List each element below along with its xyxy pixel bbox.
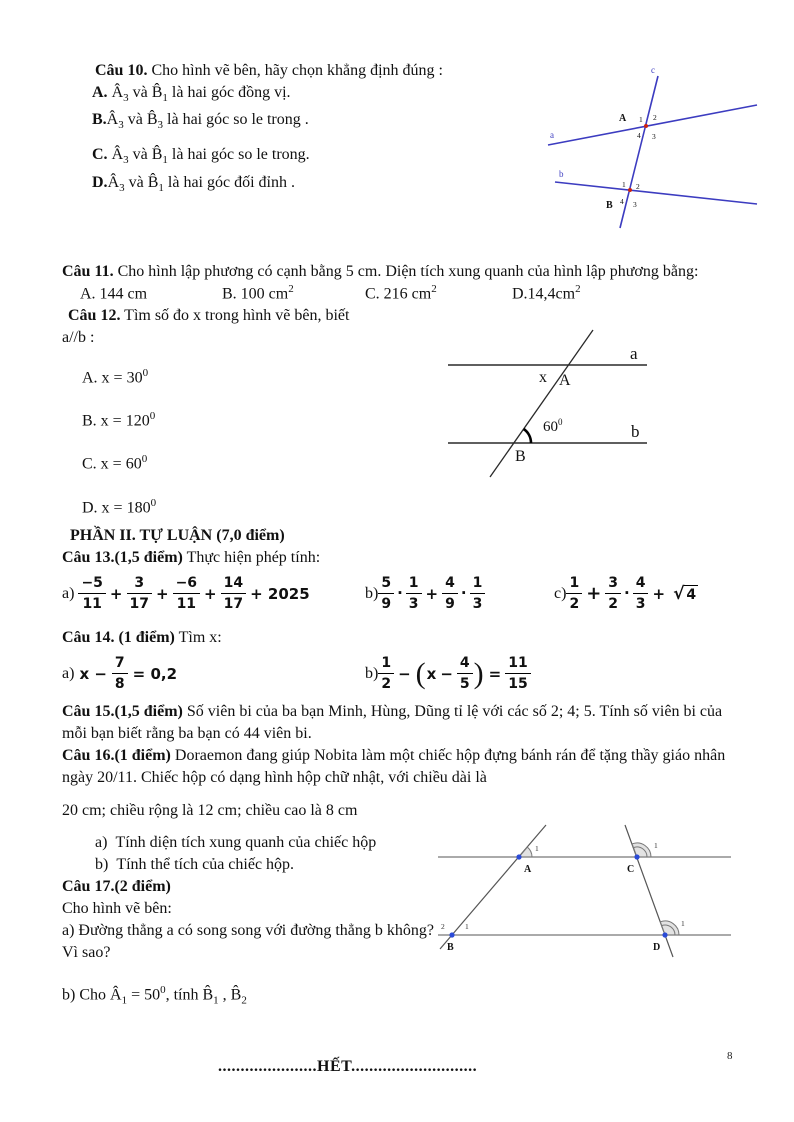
q10-option-a: A. $Â_3$ và $B̂_1$ là hai góc đồng vị. xyxy=(92,84,291,105)
q13-expression-c: c) $\frac{1}{2}$ + $\frac{3}{2}$ . $\frac{4}{3}$ + √ 4 xyxy=(554,575,697,613)
angle-arc-D1 xyxy=(660,921,679,935)
label-x: x xyxy=(539,369,547,386)
q10-option-d: $D.Â_3$ và $B̂_1$ là hai góc đối đỉnh . xyxy=(92,173,295,194)
q16-item-b: b) Tính thể tích của chiếc hộp. xyxy=(95,856,295,874)
svg-text:4: 4 xyxy=(620,197,624,206)
q17-line3: b) Cho $Â_1 = 50^0$, tính $B̂_1$ , $B̂_2$ xyxy=(62,984,247,1007)
q17-title: Câu 17.(2 điểm) xyxy=(62,878,171,896)
q16-item-a: a) Tính diện tích xung quanh của chiếc hộp xyxy=(95,834,377,852)
part2-heading: PHẦN II. TỰ LUẬN (7,0 điểm) xyxy=(70,527,285,545)
svg-text:1: 1 xyxy=(639,115,643,124)
angle-arc-60 xyxy=(524,429,531,443)
q10-option-c: C. $Â_3$ và $B̂_1$ là hai góc so le trong. xyxy=(92,146,310,167)
angle-arc-C1 xyxy=(632,843,651,857)
question-14 xyxy=(62,627,738,701)
label-A: A xyxy=(559,372,571,389)
label-c: c xyxy=(651,65,655,75)
transversal-AB xyxy=(440,825,546,949)
q13-math-row xyxy=(62,569,738,627)
point-B-dot xyxy=(628,188,632,192)
label-B: B xyxy=(515,448,526,465)
open-paren: ( xyxy=(415,656,426,690)
line-b xyxy=(555,182,757,204)
q17-line2: a) Đường thẳng a có song song với đường thẳng b không? Vì sao? xyxy=(62,922,435,962)
svg-text:1: 1 xyxy=(681,919,685,928)
transversal xyxy=(490,330,593,477)
radical-sign: √ xyxy=(673,583,685,604)
page-number: 8 xyxy=(727,1050,733,1062)
figure-q12-parallel-lines xyxy=(435,328,685,490)
q11-option-c: C. 216 $cm^2$ xyxy=(365,282,437,303)
point-D-dot xyxy=(662,932,667,937)
q13-title: Câu 13.(1,5 điểm) Thực hiện phép tính: xyxy=(62,549,321,567)
point-A-dot xyxy=(516,854,521,859)
point-B-dot xyxy=(449,932,454,937)
q17-line1: Cho hình vẽ bên: xyxy=(62,900,172,918)
q10-title-number: Câu 10. xyxy=(95,62,148,79)
question-17 xyxy=(62,876,434,1012)
point-C-dot xyxy=(634,854,639,859)
q13-expression-b: b) $\frac{5}{9}$ . $\frac{1}{3}$ + $\frac{4}{9}$ . $\frac{1}{3}$ xyxy=(365,575,485,612)
q14-equation-b: b) $\frac{1}{2}$ − ( x − $\frac{4}{5}$ ) = $\frac{11}{15}$ xyxy=(365,655,531,692)
svg-text:1: 1 xyxy=(535,844,539,853)
close-paren: ) xyxy=(473,656,484,690)
svg-text:2: 2 xyxy=(441,922,445,931)
q13-expression-a: a) $\frac{-5}{11}$ + $\frac{3}{17}$ + $\frac{-6}{11}$ + $\frac{14}{17}$ + 2025 xyxy=(62,575,310,613)
figure-q10-two-lines-transversal xyxy=(545,58,760,230)
label-A: A xyxy=(619,113,627,124)
question-11 xyxy=(62,261,738,305)
label-B: B xyxy=(606,200,613,211)
svg-text:3: 3 xyxy=(633,200,637,209)
q11-option-d: $D.14,4cm^2$ xyxy=(512,282,581,303)
svg-text:1: 1 xyxy=(465,922,469,931)
svg-text:1: 1 xyxy=(622,180,626,189)
question-13 xyxy=(62,547,738,627)
svg-text:2: 2 xyxy=(653,113,657,122)
svg-text:4: 4 xyxy=(637,131,641,140)
q10-option-b: $B.Â_3$ và $B̂_3$ là hai góc so le trong . xyxy=(92,111,309,132)
label-C: C xyxy=(627,864,635,875)
q11-option-a: A. 144 cm xyxy=(80,285,148,303)
q10-title-text: Cho hình vẽ bên, hãy chọn khẳng định đúng : xyxy=(147,62,443,79)
svg-text:1: 1 xyxy=(654,841,658,850)
q11-options xyxy=(62,283,738,305)
q16-text: Câu 16.(1 điểm) Doraemon đang giúp Nobita làm một chiếc hộp đựng bánh rán để tặng thầy giáo nhân ngày 20/11. Chiếc hộp có dạng hình hộp chữ nhật, với chiều dài là xyxy=(62,747,726,787)
svg-text:3: 3 xyxy=(652,132,656,141)
q10-title xyxy=(95,60,542,82)
point-A-dot xyxy=(644,124,648,128)
figure-q17-parallel-lines xyxy=(435,812,735,962)
q12-option-a: A. $x = 30^0$ xyxy=(82,366,149,387)
label-b: b xyxy=(559,169,564,179)
q14-title: Câu 14. (1 điểm) Tìm x: xyxy=(62,629,222,647)
label-a: a xyxy=(630,344,638,363)
q11-option-b: B. 100 $cm^2$ xyxy=(222,282,294,303)
question-10 xyxy=(62,60,542,199)
spacer xyxy=(62,136,542,144)
svg-text:2: 2 xyxy=(636,182,640,191)
label-a: a xyxy=(550,130,554,140)
q12-option-d: D. $x = 180^0$ xyxy=(82,496,157,517)
end-line: ......................HẾT............................ xyxy=(218,1057,478,1075)
label-B: B xyxy=(447,942,454,953)
label-angle-60: $60^0$ xyxy=(543,417,563,435)
label-b: b xyxy=(631,422,640,441)
question-15 xyxy=(62,701,738,745)
q11-title: Câu 11. Cho hình lập phương có cạnh bằng 5 cm. Diện tích xung quanh của hình lập phương bằng: xyxy=(62,262,699,280)
q12-option-b: B. $x = 120^0$ xyxy=(82,410,156,430)
label-D: D xyxy=(653,942,661,953)
q12-title: Câu 12. Tìm số đo x trong hình vẽ bên, biết xyxy=(68,306,350,324)
q15-text: Câu 15.(1,5 điểm) Số viên bi của ba bạn Minh, Hùng, Dũng tỉ lệ với các số 2; 4; 5. Tính số viên bi của mỗi bạn biết rằng ba bạn có 44 viên bi. xyxy=(62,703,723,743)
line-c xyxy=(620,76,658,228)
label-A: A xyxy=(524,864,532,875)
q14-math-row xyxy=(62,649,738,701)
q12-condition: a//b : xyxy=(62,328,95,346)
q12-option-c: C. $x = 60^0$ xyxy=(82,453,148,473)
q16-dimensions: 20 cm; chiều rộng là 12 cm; chiều cao là 8 cm xyxy=(62,802,358,820)
q14-equation-a: a) x − $\frac{7}{8}$ = 0,2 xyxy=(62,655,178,693)
